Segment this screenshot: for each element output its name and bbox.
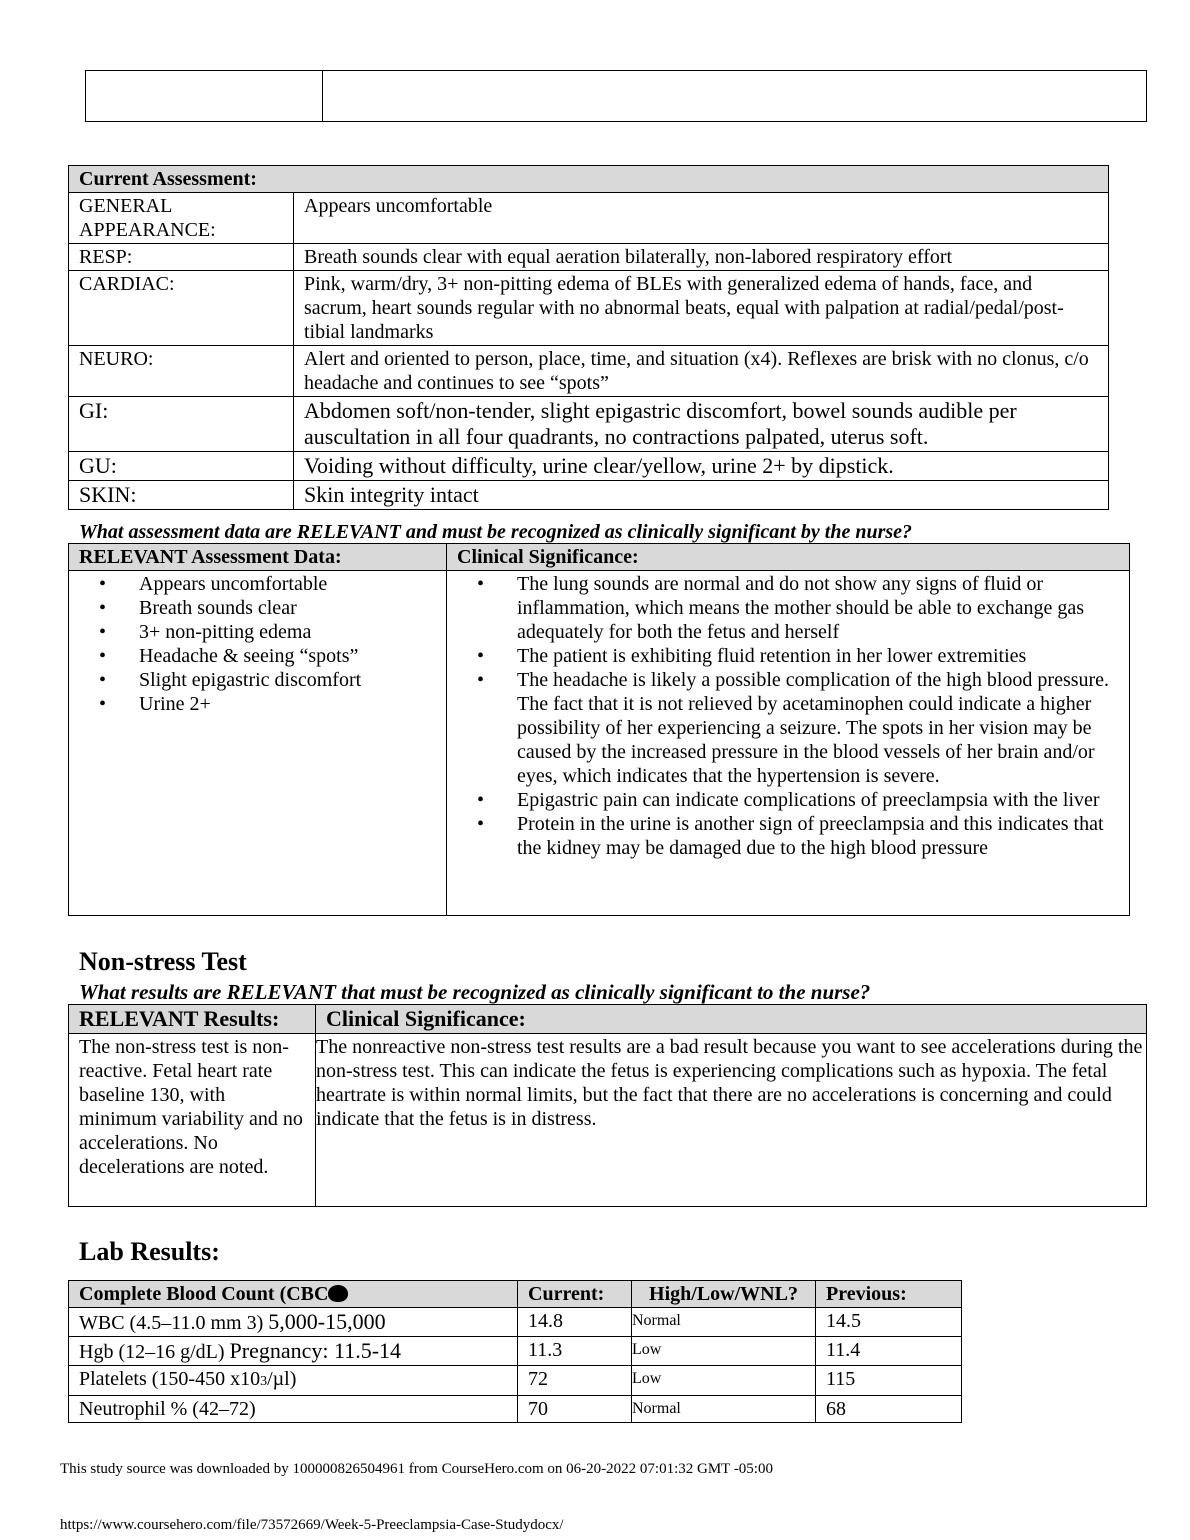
list-item: • 3+ non-pitting edema <box>139 620 436 644</box>
lab-test-label: Neutrophil % (42–72) <box>79 1398 256 1420</box>
relevant-data-cell <box>69 571 447 916</box>
list-item: • Breath sounds clear <box>139 596 436 620</box>
lab-flag: Low <box>632 1366 816 1396</box>
lab-test-unit: /µl) <box>267 1368 297 1390</box>
lab-results-title: Lab Results: <box>79 1237 220 1266</box>
lab-current-value: 70 <box>518 1396 632 1423</box>
empty-cell-right <box>323 71 1147 122</box>
lab-test-label: Hgb (12–16 g/dL) <box>79 1341 225 1363</box>
lab-results-table <box>68 1280 962 1423</box>
assessment-label-gu: GU: <box>69 452 294 481</box>
nst-question: What results are RELEVANT that must be recognized as clinically significant to the nurse? <box>79 980 871 1004</box>
lab-previous-value: 68 <box>816 1396 962 1423</box>
lab-test-hgb <box>69 1337 518 1366</box>
list-item: • Headache & seeing “spots” <box>139 644 436 668</box>
nst-table <box>68 1004 1147 1207</box>
clinical-significance-list <box>457 572 1129 860</box>
lab-header-test <box>69 1281 518 1308</box>
clinical-significance-header: Clinical Significance: <box>447 544 1130 571</box>
assessment-value-gi: Abdomen soft/non-tender, slight epigastric discomfort, bowel sounds audible per auscultation in all four quadrants, no contractions palpated, uterus soft. <box>294 397 1109 452</box>
lab-previous-value: 14.5 <box>816 1308 962 1337</box>
list-item: • Epigastric pain can indicate complications of preeclampsia with the liver <box>517 788 1129 812</box>
lab-previous-value: 11.4 <box>816 1337 962 1366</box>
assessment-value-cardiac: Pink, warm/dry, 3+ non-pitting edema of BLEs with generalized edema of hands, face, and sacrum, heart sounds regular with no abnormal beats, equal with palpation at radial/pedal/post-tibial landmarks <box>294 271 1109 346</box>
lab-test-extra: 5,000-15,000 <box>268 1309 386 1334</box>
lab-current-value: 72 <box>518 1366 632 1396</box>
lab-current-value: 11.3 <box>518 1337 632 1366</box>
assessment-value-skin: Skin integrity intact <box>294 481 1109 510</box>
relevant-assessment-question: What assessment data are RELEVANT and must be recognized as clinically significant by the nurse? <box>79 521 913 543</box>
current-assessment-header: Current Assessment: <box>69 166 1109 193</box>
lab-header-flag: High/Low/WNL? <box>632 1281 816 1308</box>
lab-current-value: 14.8 <box>518 1308 632 1337</box>
assessment-label-gi: GI: <box>69 397 294 452</box>
relevant-data-list <box>79 572 436 716</box>
footer-url[interactable]: https://www.coursehero.com/file/73572669/Week-5-Preeclampsia-Case-Studydocx/ <box>60 1517 564 1533</box>
list-item: • The lung sounds are normal and do not show any signs of fluid or inflammation, which means the mother should be able to exchange gas adequately for both the fetus and herself <box>517 572 1129 644</box>
assessment-value-general: Appears uncomfortable <box>294 193 1109 244</box>
nst-results-cell: The non-stress test is non-reactive. Fetal heart rate baseline 130, with minimum variability and no accelerations. No decelerations are noted. <box>69 1034 316 1207</box>
lab-flag: Low <box>632 1337 816 1366</box>
assessment-label-skin: SKIN: <box>69 481 294 510</box>
empty-cell-left <box>86 71 323 122</box>
list-item: • Appears uncomfortable <box>139 572 436 596</box>
list-item: • The patient is exhibiting fluid retention in her lower extremities <box>517 644 1129 668</box>
list-item: • Urine 2+ <box>139 692 436 716</box>
lab-test-label: WBC (4.5–11.0 mm 3) <box>79 1312 264 1334</box>
lab-test-wbc <box>69 1308 518 1337</box>
redaction-blob-icon <box>328 1285 348 1302</box>
nst-title: Non-stress Test <box>79 947 247 976</box>
lab-header-test-label: Complete Blood Count (CBC <box>79 1283 329 1305</box>
clinical-significance-cell <box>447 571 1130 916</box>
assessment-label-resp: RESP: <box>69 244 294 271</box>
lab-test-exponent: 3 <box>260 1374 268 1389</box>
lab-test-platelets <box>69 1366 518 1396</box>
current-assessment-table <box>68 165 1109 510</box>
lab-test-neutrophil <box>69 1396 518 1423</box>
assessment-label-neuro: NEURO: <box>69 346 294 397</box>
assessment-label-general: GENERAL APPEARANCE: <box>69 193 294 244</box>
relevant-data-header: RELEVANT Assessment Data: <box>69 544 447 571</box>
list-item: • Protein in the urine is another sign of preeclampsia and this indicates that the kidney may be damaged due to the high blood pressure <box>517 812 1129 860</box>
lab-test-extra: Pregnancy: 11.5-14 <box>229 1338 402 1363</box>
lab-test-label: Platelets (150-450 x10 <box>79 1368 261 1390</box>
lab-previous-value: 115 <box>816 1366 962 1396</box>
assessment-label-cardiac: CARDIAC: <box>69 271 294 346</box>
nst-significance-header: Clinical Significance: <box>316 1005 1147 1034</box>
assessment-value-gu: Voiding without difficulty, urine clear/yellow, urine 2+ by dipstick. <box>294 452 1109 481</box>
list-item: • The headache is likely a possible complication of the high blood pressure. The fact that it is not relieved by acetaminophen could indicate a higher possibility of her experiencing a seizure. The spots in her vision may be caused by the increased pressure in the blood vessels of her brain and/or eyes, which indicates that the hypertension is severe. <box>517 668 1129 788</box>
nst-significance-cell: The nonreactive non-stress test results are a bad result because you want to see accelerations during the non-stress test. This can indicate the fetus is experiencing complications such as hypoxia. The fetal heartrate is within normal limits, but the fact that there are no accelerations is concerning and could indicate that the fetus is in distress. <box>316 1034 1147 1207</box>
footer-source-note: This study source was downloaded by 100000826504961 from CourseHero.com on 06-20-2022 07:01:32 GMT -05:00 <box>60 1461 773 1477</box>
lab-flag: Normal <box>632 1308 816 1337</box>
lab-header-previous: Previous: <box>816 1281 962 1308</box>
list-item: • Slight epigastric discomfort <box>139 668 436 692</box>
lab-header-current: Current: <box>518 1281 632 1308</box>
empty-header-table <box>85 70 1147 122</box>
relevant-assessment-table <box>68 543 1130 916</box>
assessment-value-neuro: Alert and oriented to person, place, time, and situation (x4). Reflexes are brisk with no clonus, c/o headache and continues to see “spots” <box>294 346 1109 397</box>
nst-results-header: RELEVANT Results: <box>69 1005 316 1034</box>
lab-flag: Normal <box>632 1396 816 1423</box>
assessment-value-resp: Breath sounds clear with equal aeration bilaterally, non-labored respiratory effort <box>294 244 1109 271</box>
